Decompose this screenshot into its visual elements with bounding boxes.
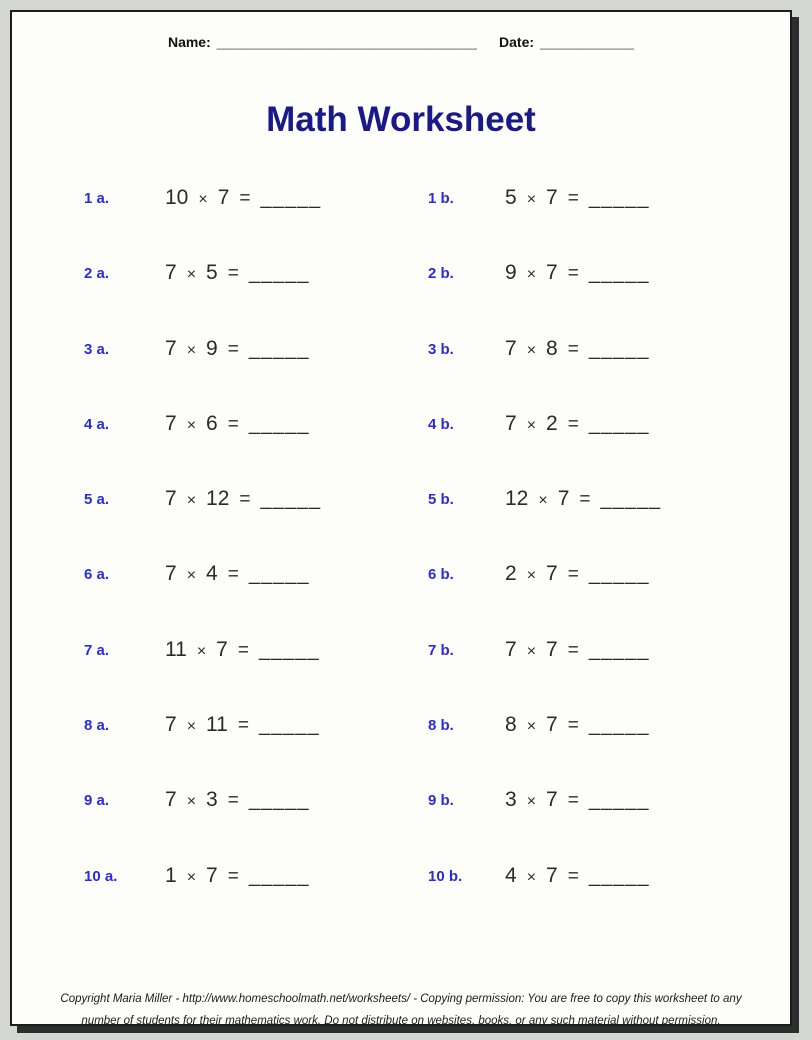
problem-expression (165, 788, 309, 812)
equals-sign: = (227, 790, 239, 812)
problem-expression (505, 864, 649, 888)
answer-blank: _____ (588, 638, 650, 661)
equals-sign: = (239, 188, 251, 209)
answer-blank: _____ (588, 789, 650, 812)
problem-label: 1 b. (428, 190, 454, 207)
multiply-sign: × (538, 492, 548, 510)
name-blank-line: ____________________________________ (216, 35, 478, 50)
problem-label: 6 a. (84, 566, 110, 584)
problem-row (12, 562, 790, 637)
factor-2: 7 (546, 637, 558, 661)
factor-2: 7 (546, 863, 558, 887)
multiply-sign: × (196, 642, 207, 660)
factor-1: 7 (165, 487, 177, 511)
problem-label: 7 b. (428, 641, 454, 659)
problem-row (12, 713, 790, 788)
equals-sign: = (227, 263, 239, 285)
problem-expression (165, 261, 309, 285)
problem-row (12, 412, 790, 487)
factor-1: 7 (505, 336, 517, 360)
problem-label: 2 b. (428, 265, 454, 283)
multiply-sign: × (526, 718, 537, 736)
equals-sign: = (567, 639, 579, 661)
answer-blank: _____ (260, 187, 322, 209)
factor-1: 11 (165, 637, 187, 661)
multiply-sign: × (526, 191, 537, 208)
equals-sign: = (237, 639, 249, 661)
problem-row (12, 261, 790, 336)
problem-label: 5 b. (428, 491, 454, 509)
answer-blank: _____ (258, 638, 320, 661)
answer-blank: _____ (248, 864, 310, 887)
answer-blank: _____ (588, 187, 650, 209)
answer-blank: _____ (260, 488, 322, 511)
factor-1: 7 (165, 562, 177, 586)
problem-row (12, 788, 790, 863)
factor-1: 7 (165, 788, 177, 812)
name-label: Name: (167, 34, 211, 50)
factor-2: 7 (206, 863, 218, 887)
factor-2: 5 (206, 261, 218, 285)
answer-blank: _____ (588, 262, 650, 285)
equals-sign: = (567, 564, 579, 586)
factor-1: 2 (505, 562, 517, 586)
factor-2: 7 (216, 637, 228, 661)
answer-blank: _____ (588, 337, 650, 360)
problem-expression (505, 638, 649, 662)
multiply-sign: × (526, 341, 537, 359)
equals-sign: = (567, 338, 579, 360)
date-label: Date: (499, 34, 535, 50)
problem-row (12, 487, 790, 562)
problem-expression (165, 562, 309, 586)
factor-2: 8 (546, 336, 558, 360)
problem-label: 2 a. (84, 265, 110, 283)
problem-expression (505, 713, 649, 737)
equals-sign: = (227, 865, 239, 887)
multiply-sign: × (186, 266, 197, 284)
answer-blank: _____ (248, 262, 310, 285)
problem-expression (505, 337, 649, 361)
factor-2: 2 (546, 411, 558, 435)
multiply-sign: × (526, 266, 537, 284)
problem-expression (165, 864, 309, 888)
problem-label: 3 b. (428, 340, 454, 358)
worksheet-page (10, 10, 792, 1026)
factor-1: 12 (505, 487, 529, 511)
problem-label: 6 b. (428, 566, 454, 584)
answer-blank: _____ (258, 714, 320, 737)
factor-1: 10 (165, 186, 189, 209)
problem-label: 10 a. (84, 867, 118, 885)
problem-expression (165, 487, 321, 511)
problem-expression (165, 713, 320, 737)
factor-2: 12 (206, 487, 230, 511)
factor-1: 3 (505, 788, 517, 812)
problem-label: 10 b. (428, 867, 463, 885)
problem-row (12, 638, 790, 713)
problem-label: 9 b. (428, 792, 454, 810)
multiply-sign: × (186, 718, 197, 736)
factor-2: 11 (206, 713, 228, 737)
factor-2: 7 (217, 186, 230, 209)
problem-expression (165, 638, 320, 662)
factor-2: 7 (546, 788, 558, 812)
equals-sign: = (237, 715, 249, 737)
problem-label: 3 a. (84, 340, 110, 358)
factor-2: 4 (206, 562, 218, 586)
equals-sign: = (239, 489, 251, 511)
problem-expression (505, 788, 649, 812)
answer-blank: _____ (248, 337, 310, 360)
equals-sign: = (567, 263, 579, 285)
problem-expression (165, 412, 309, 436)
equals-sign: = (567, 188, 579, 209)
factor-1: 7 (165, 261, 177, 285)
factor-2: 3 (206, 788, 218, 812)
problem-label: 5 a. (84, 491, 110, 509)
problem-expression (505, 261, 649, 285)
problem-row (12, 186, 790, 261)
problem-expression (505, 562, 649, 586)
answer-blank: _____ (248, 563, 310, 586)
answer-blank: _____ (248, 412, 310, 435)
multiply-sign: × (526, 416, 537, 434)
problem-expression (505, 412, 649, 436)
factor-2: 9 (206, 336, 218, 360)
copyright-line-2: number of students for their mathematics work. Do not distribute on websites, books, or any such material without permission. (81, 1015, 721, 1027)
multiply-sign: × (526, 868, 537, 886)
multiply-sign: × (186, 341, 197, 359)
equals-sign: = (567, 413, 579, 435)
answer-blank: _____ (600, 488, 662, 511)
worksheet-header (12, 34, 790, 50)
factor-2: 7 (546, 186, 558, 209)
problem-row (12, 337, 790, 412)
equals-sign: = (567, 715, 579, 737)
factor-2: 7 (546, 261, 558, 285)
equals-sign: = (567, 865, 579, 887)
problem-label: 4 a. (84, 415, 110, 433)
copyright-footer (12, 988, 790, 1032)
problem-label: 7 a. (84, 641, 110, 659)
equals-sign: = (567, 790, 579, 812)
page-title: Math Worksheet (266, 100, 536, 139)
problem-expression (505, 487, 661, 511)
multiply-sign: × (186, 416, 197, 434)
answer-blank: _____ (588, 714, 650, 737)
factor-1: 4 (505, 863, 517, 887)
multiply-sign: × (186, 567, 197, 585)
problems-grid (12, 186, 790, 939)
multiply-sign: × (526, 567, 537, 585)
factor-2: 7 (557, 487, 570, 511)
problem-label: 8 a. (84, 717, 110, 735)
problem-expression (165, 337, 309, 361)
factor-1: 7 (165, 336, 177, 360)
factor-1: 5 (505, 186, 517, 209)
equals-sign: = (579, 489, 591, 511)
factor-1: 7 (165, 411, 177, 435)
answer-blank: _____ (588, 864, 650, 887)
problem-expression (505, 186, 649, 210)
multiply-sign: × (186, 868, 197, 886)
equals-sign: = (227, 338, 239, 360)
factor-1: 7 (505, 637, 517, 661)
factor-1: 8 (505, 713, 517, 737)
multiply-sign: × (198, 191, 208, 208)
factor-2: 6 (206, 411, 218, 435)
copyright-line-1: Copyright Maria Miller - http://www.homeschoolmath.net/worksheets/ - Copying permission: You are free to copy this worksheet to any (60, 993, 742, 1005)
equals-sign: = (227, 564, 239, 586)
factor-2: 7 (546, 713, 558, 737)
multiply-sign: × (186, 492, 197, 510)
factor-2: 7 (546, 562, 558, 586)
problem-label: 4 b. (428, 415, 454, 433)
problem-row (12, 864, 790, 939)
answer-blank: _____ (248, 789, 310, 812)
answer-blank: _____ (588, 412, 650, 435)
answer-blank: _____ (588, 563, 650, 586)
multiply-sign: × (526, 793, 537, 811)
factor-1: 7 (505, 411, 517, 435)
multiply-sign: × (186, 793, 197, 811)
problem-expression (165, 186, 321, 210)
factor-1: 9 (505, 261, 517, 285)
equals-sign: = (227, 413, 239, 435)
multiply-sign: × (526, 642, 537, 660)
factor-1: 1 (165, 863, 177, 887)
factor-1: 7 (165, 713, 177, 737)
problem-label: 9 a. (84, 792, 110, 810)
date-blank-line: _____________ (540, 35, 635, 50)
problem-label: 1 a. (84, 190, 110, 207)
problem-label: 8 b. (428, 717, 454, 735)
